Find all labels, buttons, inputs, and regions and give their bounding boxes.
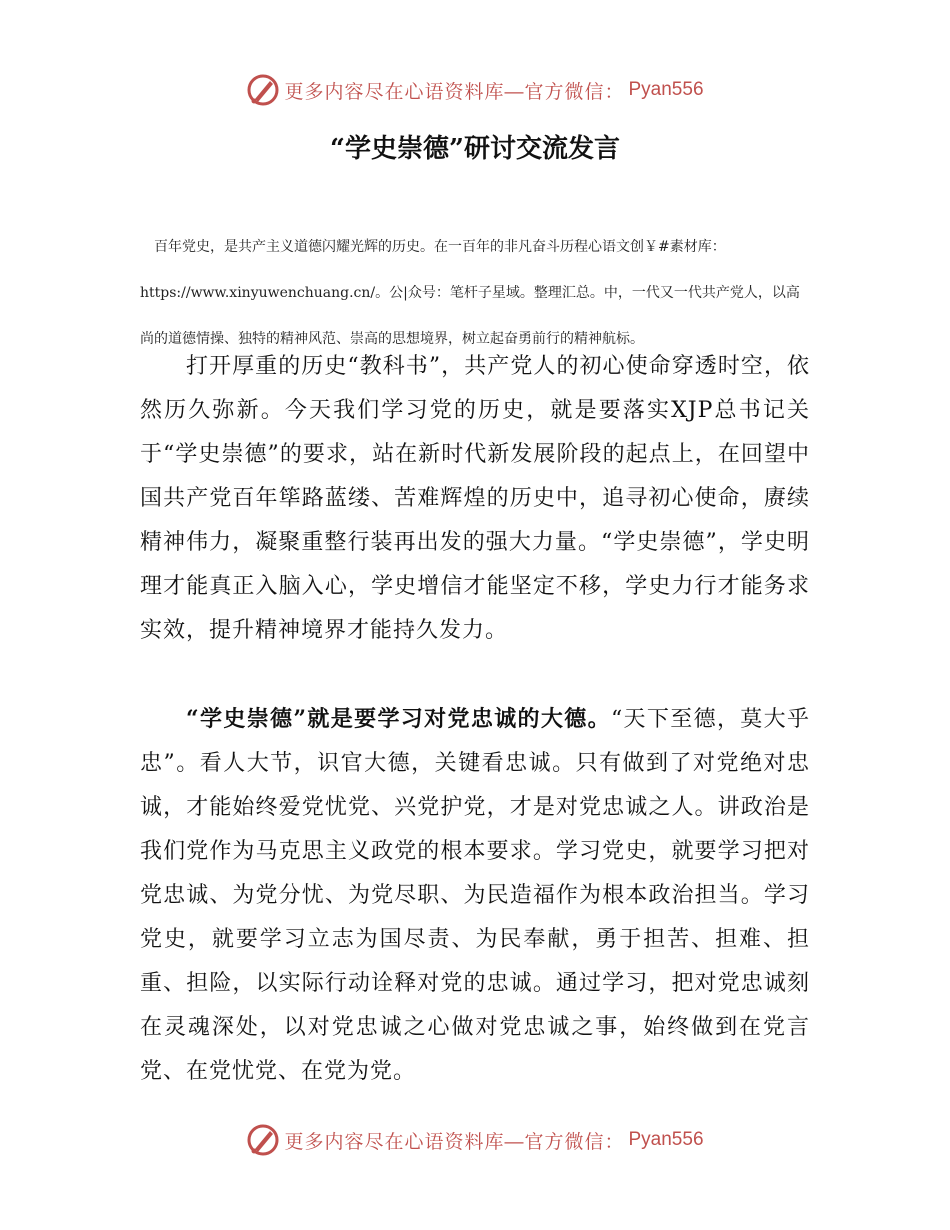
page-title: “学史崇德”研讨交流发言: [330, 134, 620, 164]
banner-text: 更多内容尽在心语资料库—官方微信：: [284, 81, 625, 103]
body-paragraph-2: [140, 697, 810, 1094]
header-banner: [0, 70, 950, 110]
paragraph-lead: “学史崇德”就是要学习对党忠诚的大德。: [186, 706, 611, 732]
banner-text: 更多内容尽在心语资料库—官方微信：: [284, 1131, 625, 1153]
paragraph-body: “天下至德，莫大乎忠”。看人大节，识官大德，关键看忠诚。只有做到了对党绝对忠诚，才能始终爱党忧党、兴党护党，才是对党忠诚之人。讲政治是我们党作为马克思主义政党的根本要求。学习党史，就要学习把对党忠诚、为党分忧、为党尽职、为民造福作为根本政治担当。学习党史，就要学习立志为国尽责、为民奉献，勇于担苦、担难、担重、担险，以实际行动诠释对党的忠诚。通过学习，把对党忠诚刻在灵魂深处，以对党忠诚之心做对党忠诚之事，始终做到在党言党、在党忧党、在党为党。: [140, 707, 810, 1084]
pen-logo-icon: [246, 1123, 280, 1157]
intro-text: 百年党史，是共产主义道德闪耀光辉的历史。在一百年的非凡奋斗历程心语文创￥#素材库：https://www.xinyuwenchuang.cn/。公|众号：笔杆子星域。整理汇总。中，一代又一代共产党人，以高尚的道德情操、独特的精神风范、崇高的思想境界，树立起奋勇前行的精神航标。: [140, 239, 800, 347]
intro-paragraph: [140, 224, 810, 362]
body-paragraph-1: 打开厚重的历史“教科书”，共产党人的初心使命穿透时空，依然历久弥新。今天我们学习党的历史，就是要落实XJP总书记关于“学史崇德”的要求，站在新时代新发展阶段的起点上，在回望中国共产党百年筚路蓝缕、苦难辉煌的历史中，追寻初心使命，赓续精神伟力，凝聚重整行装再出发的强大力量。“学史崇德”，学史明理才能真正入脑入心，学史增信才能坚定不移，学史力行才能务求实效，提升精神境界才能持久发力。: [140, 354, 810, 643]
footer-banner: [0, 1120, 950, 1160]
pen-logo-icon: [246, 73, 280, 107]
banner-handle: Pyan556: [628, 79, 704, 100]
banner-handle: Pyan556: [628, 1129, 704, 1150]
